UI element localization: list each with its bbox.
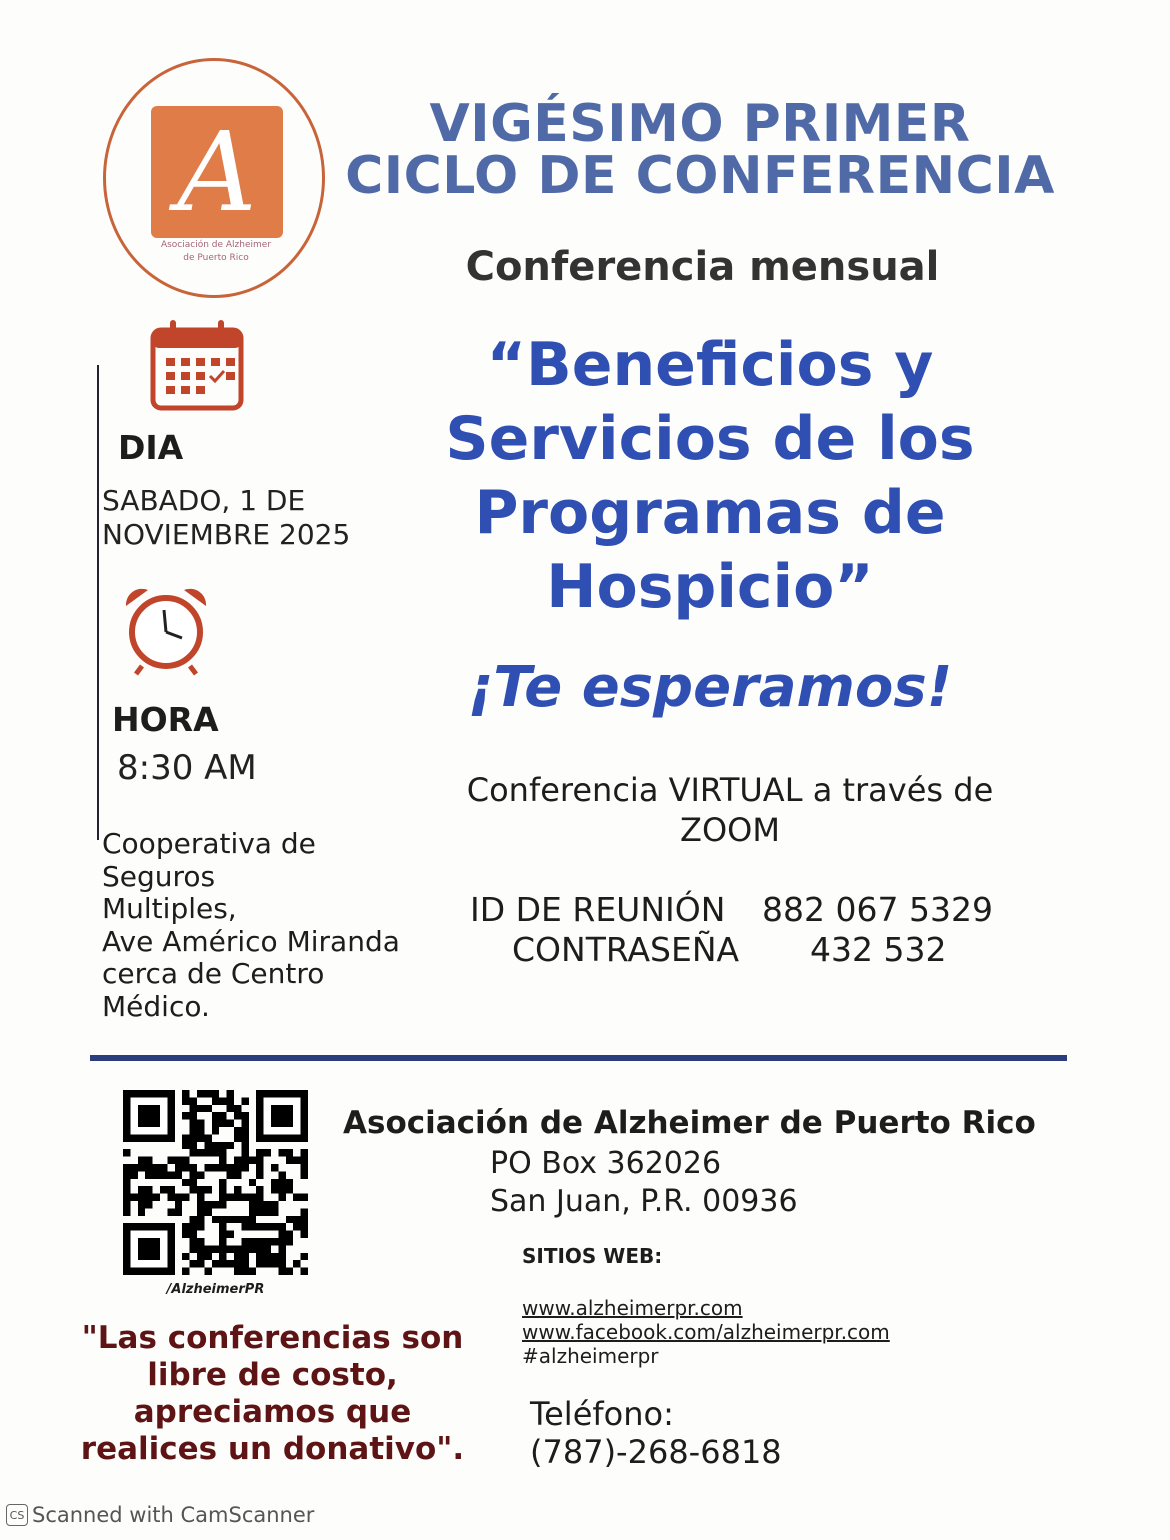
alarm-clock-icon [120,584,212,676]
websites-label: SITIOS WEB: [522,1244,663,1268]
virtual-line: Conferencia VIRTUAL a través de [466,771,994,809]
password: 432 532 [810,930,947,969]
location-line: Ave Américo Miranda [102,924,400,958]
logo-a-mark [151,106,283,238]
camscanner-watermark [6,1503,314,1527]
location-line: Cooperativa de [102,827,316,860]
watermark-text: Scanned with CamScanner [32,1503,315,1527]
association-logo [103,58,325,298]
donation-line: "Las conferencias son [81,1320,464,1356]
camscanner-icon: CS [6,1504,28,1526]
time-value: 8:30 AM [117,748,257,788]
subtitle: Conferencia mensual [465,244,940,290]
logo-text-line: de Puerto Rico [183,253,249,263]
divider-vertical [97,365,99,840]
qr-code[interactable] [123,1090,308,1275]
title-line: VIGÉSIMO PRIMER [429,94,971,154]
day-value [102,484,350,552]
conference-title [420,328,1000,624]
donation-line: libre de costo, [147,1357,398,1393]
logo-letter: A [177,108,257,236]
facebook-link[interactable]: www.facebook.com/alzheimerpr.com [522,1320,890,1344]
calendar-icon [150,318,244,412]
phone-label: Teléfono: [530,1395,674,1433]
donation-note [80,1320,465,1468]
divider-horizontal [90,1055,1067,1061]
website-link[interactable]: www.alzheimerpr.com [522,1296,743,1320]
welcome-text: ¡Te esperamos! [467,655,953,720]
meeting-credentials [470,890,993,970]
address-line: San Juan, P.R. 00936 [490,1184,798,1219]
qr-label: /AlzheimerPR [166,1282,265,1297]
title-line: CICLO DE CONFERENCIA [345,146,1055,206]
donation-line: realices un donativo". [80,1431,465,1467]
day-label: DIA [118,428,184,467]
hashtag: #alzheimerpr [522,1344,659,1368]
donation-line: apreciamos que [133,1394,412,1430]
conference-title-line: Hospicio” [546,552,874,622]
website-links [522,1296,890,1368]
meeting-id-label: ID DE REUNIÓN [470,890,726,929]
location-line: Multiples, [102,892,237,925]
location [102,828,400,1023]
page-title [340,94,1060,206]
virtual-info [420,770,1040,850]
organization-name: Asociación de Alzheimer de Puerto Rico [343,1105,1036,1141]
phone-number: (787)-268-6818 [530,1433,782,1471]
day-value-line: SABADO, 1 DE [102,484,306,517]
day-value-line: NOVIEMBRE 2025 [102,518,351,551]
address [490,1145,798,1221]
conference-title-line: “Beneficios y [486,330,934,400]
location-line: cerca de Centro [102,957,325,990]
password-label: CONTRASEÑA [512,930,740,969]
phone [530,1395,782,1471]
logo-text-line: Asociación de Alzheimer [160,240,272,250]
address-line: PO Box 362026 [490,1146,722,1181]
location-line: Seguros [102,859,216,893]
conference-title-line: Programas de [474,478,946,548]
time-label: HORA [112,700,219,739]
conference-title-line: Servicios de los [445,404,975,474]
meeting-id: 882 067 5329 [762,890,993,929]
location-line: Médico. [102,989,210,1023]
logo-text [126,239,306,265]
virtual-platform: ZOOM [680,811,780,849]
